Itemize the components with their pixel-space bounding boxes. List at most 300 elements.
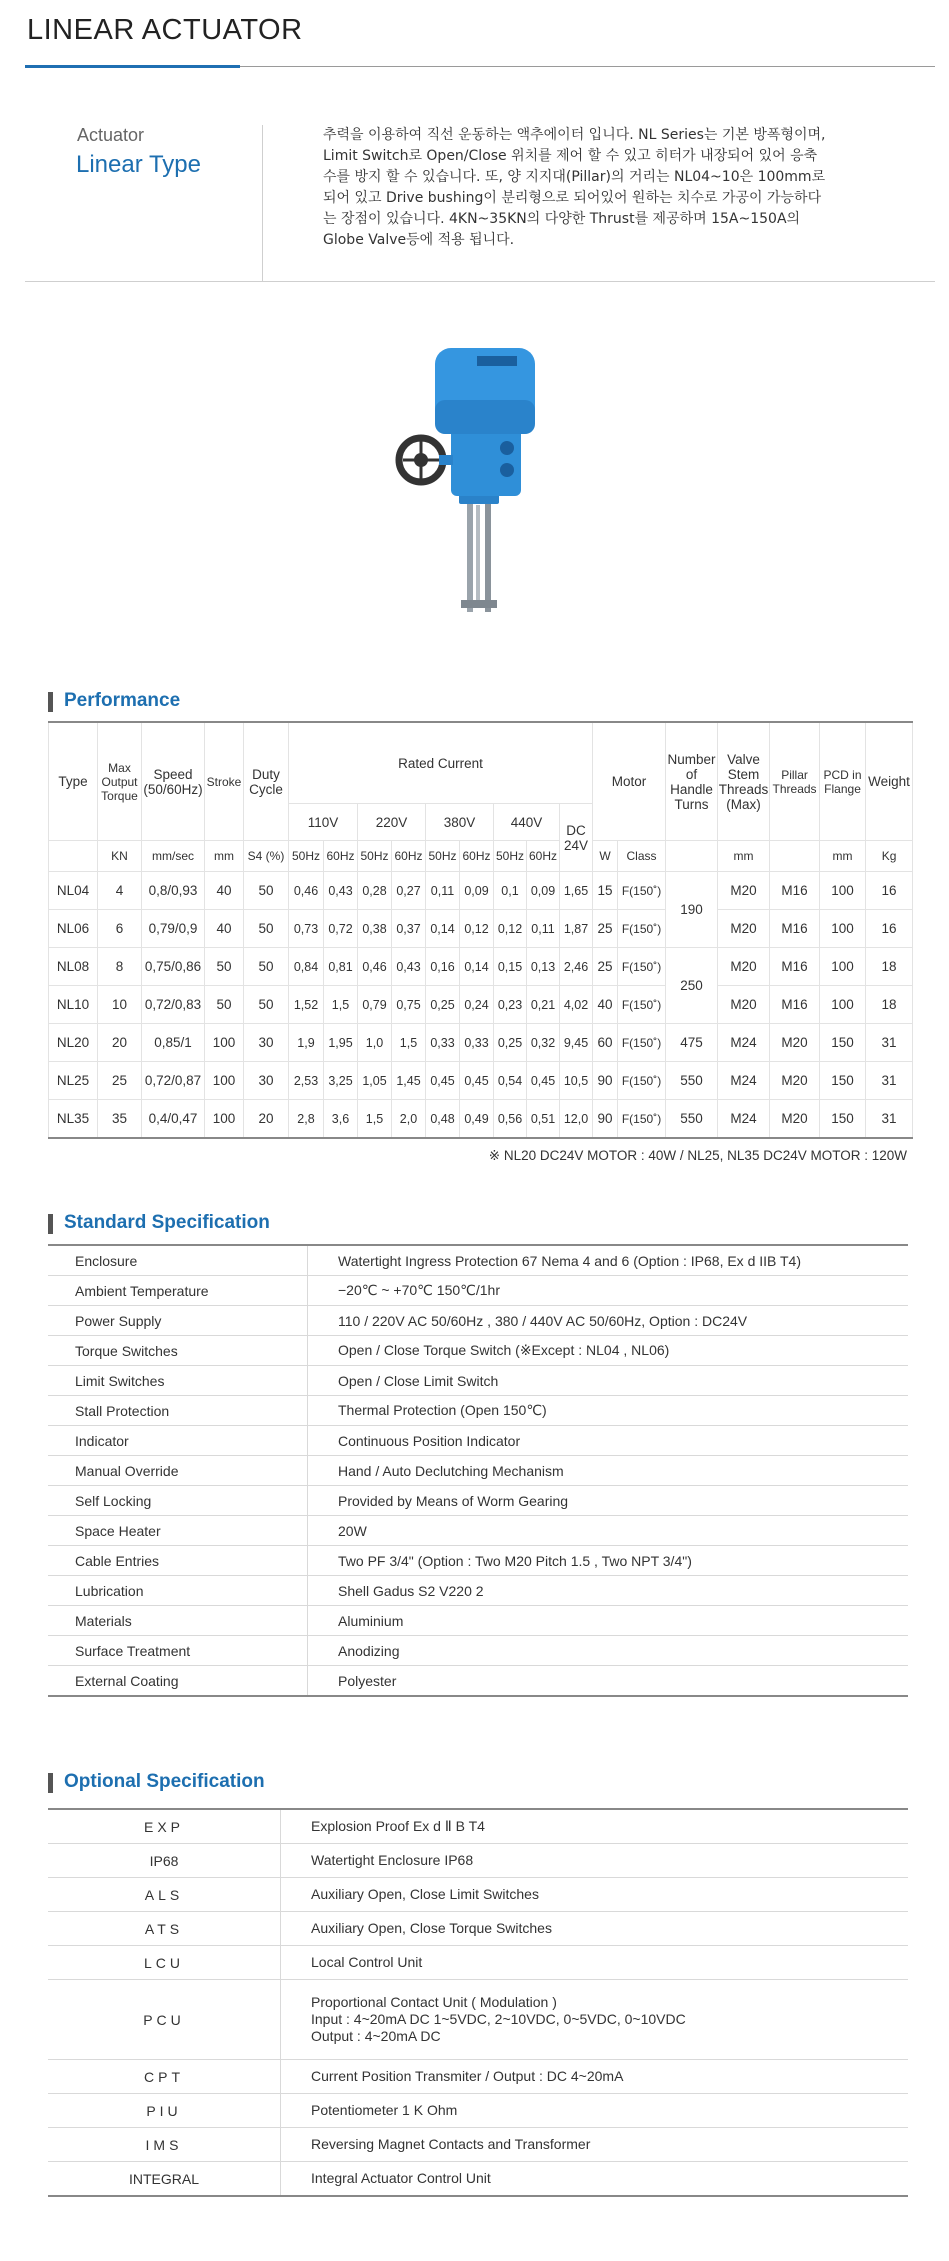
option-code: ATS [48, 1912, 281, 1946]
cell-current: 0,09 [527, 872, 560, 910]
spec-key: Torque Switches [48, 1336, 308, 1366]
cell-current: 0,14 [426, 910, 460, 948]
cell-motor-w: 60 [593, 1024, 618, 1062]
table-row [48, 1878, 908, 1912]
standard-spec-table [48, 1244, 908, 1697]
cell-current: 0,33 [460, 1024, 494, 1062]
table-row [48, 1636, 908, 1666]
cell-current: 0,32 [527, 1024, 560, 1062]
cell-threads: M24 [718, 1062, 770, 1100]
header-rated-current: Rated Current [289, 722, 593, 804]
intro-divider [262, 125, 263, 281]
cell-type: NL06 [49, 910, 98, 948]
handwheel-shaft [439, 455, 453, 465]
cell-threads: M20 [718, 910, 770, 948]
spec-value: Shell Gadus S2 V220 2 [308, 1576, 909, 1606]
header-threads-line: Threads [718, 781, 769, 797]
cell-speed: 0,85/1 [142, 1024, 205, 1062]
cell-motor-class: F(150˚) [618, 1024, 666, 1062]
table-row [48, 2094, 908, 2128]
standard-spec-title: Standard Specification [48, 1212, 270, 1234]
option-desc [281, 1809, 909, 1844]
header-turns-line: Turns [674, 796, 709, 812]
cell-duty: 20 [244, 1100, 289, 1139]
option-desc-line: Input : 4~20mA DC 1~5VDC, 2~10VDC, 0~5VDC, 0~10VDC [311, 2011, 686, 2027]
cell-motor-class: F(150˚) [618, 948, 666, 986]
cell-current: 0,81 [324, 948, 358, 986]
unit-50hz: 50Hz [358, 841, 392, 872]
unit-50hz: 50Hz [494, 841, 527, 872]
header-pcd [820, 722, 866, 841]
cell-current: 0,13 [527, 948, 560, 986]
cell-motor-class: F(150˚) [618, 872, 666, 910]
cell-speed: 0,4/0,47 [142, 1100, 205, 1139]
unit-50hz: 50Hz [426, 841, 460, 872]
option-code: IP68 [48, 1844, 281, 1878]
cell-current: 1,52 [289, 986, 324, 1024]
cell-current: 0,1 [494, 872, 527, 910]
header-threads-line: Valve [727, 751, 760, 767]
option-code: EXP [48, 1809, 281, 1844]
table-row [48, 1980, 908, 2060]
cell-pcd: 100 [820, 910, 866, 948]
cell-current: 2,0 [392, 1100, 426, 1139]
cell-current: 2,53 [289, 1062, 324, 1100]
cell-current: 12,0 [560, 1100, 593, 1139]
cell-torque: 10 [98, 986, 142, 1024]
cell-motor-class: F(150˚) [618, 986, 666, 1024]
cell-duty: 50 [244, 872, 289, 910]
cell-current: 0,11 [426, 872, 460, 910]
cell-current: 1,87 [560, 910, 593, 948]
cell-current: 1,05 [358, 1062, 392, 1100]
intro-type: Linear Type [76, 151, 201, 178]
cell-motor-w: 90 [593, 1100, 618, 1139]
cell-torque: 35 [98, 1100, 142, 1139]
cell-current: 0,23 [494, 986, 527, 1024]
cell-current: 0,73 [289, 910, 324, 948]
cell-current: 0,25 [426, 986, 460, 1024]
cell-current: 0,12 [494, 910, 527, 948]
header-dc24v [560, 804, 593, 872]
unit-class: Class [618, 841, 666, 872]
spec-key: Cable Entries [48, 1546, 308, 1576]
title-accent-bar [25, 65, 240, 68]
cell-stroke: 40 [205, 910, 244, 948]
spec-key: External Coating [48, 1666, 308, 1697]
header-turns-line: of [685, 766, 698, 782]
option-desc-line: Auxiliary Open, Close Torque Switches [311, 1920, 552, 1936]
unit-type [49, 841, 98, 872]
table-row [48, 1546, 908, 1576]
cable-entry [500, 441, 514, 455]
spec-key: Indicator [48, 1426, 308, 1456]
cell-current: 9,45 [560, 1024, 593, 1062]
cell-current: 1,9 [289, 1024, 324, 1062]
spec-key: Surface Treatment [48, 1636, 308, 1666]
option-code: PIU [48, 2094, 281, 2128]
option-desc [281, 2060, 909, 2094]
header-380v: 380V [426, 804, 494, 841]
option-desc-line: Output : 4~20mA DC [311, 2028, 441, 2044]
unit-turns [666, 841, 718, 872]
cell-current: 2,46 [560, 948, 593, 986]
header-torque [98, 722, 142, 841]
cell-current: 0,33 [426, 1024, 460, 1062]
table-row [48, 1844, 908, 1878]
cell-pcd: 150 [820, 1024, 866, 1062]
table-row [48, 2060, 908, 2094]
cell-current: 0,28 [358, 872, 392, 910]
spec-value: Watertight Ingress Protection 67 Nema 4 and 6 (Option : IP68, Ex d IIB T4) [308, 1245, 909, 1276]
option-desc-line: Integral Actuator Control Unit [311, 2170, 491, 2186]
cell-current: 0,21 [527, 986, 560, 1024]
option-desc-line: Reversing Magnet Contacts and Transformer [311, 2136, 591, 2152]
intro-category: Actuator [77, 125, 145, 145]
table-row [48, 1426, 908, 1456]
unit-w: W [593, 841, 618, 872]
unit-pcd: mm [820, 841, 866, 872]
cell-stroke: 100 [205, 1062, 244, 1100]
cell-pillar: M16 [770, 872, 820, 910]
table-row [48, 1366, 908, 1396]
header-dc-line: 24V [563, 837, 589, 853]
spec-value: Open / Close Torque Switch (※Except : NL04 , NL06) [308, 1336, 909, 1366]
cell-turns: 475 [666, 1024, 718, 1062]
cell-current: 4,02 [560, 986, 593, 1024]
table-row [48, 1276, 908, 1306]
cell-threads: M20 [718, 986, 770, 1024]
spec-key: Ambient Temperature [48, 1276, 308, 1306]
cell-weight: 16 [866, 872, 913, 910]
cell-pillar: M16 [770, 910, 820, 948]
option-desc [281, 2162, 909, 2197]
cell-threads: M24 [718, 1024, 770, 1062]
table-row [48, 1576, 908, 1606]
spec-key: Lubrication [48, 1576, 308, 1606]
option-desc [281, 1844, 909, 1878]
table-row [49, 910, 913, 948]
spec-key: Limit Switches [48, 1366, 308, 1396]
header-threads [718, 722, 770, 841]
actuator-logo-plate [477, 356, 517, 366]
cell-torque: 20 [98, 1024, 142, 1062]
header-motor: Motor [593, 722, 666, 841]
cell-pcd: 150 [820, 1062, 866, 1100]
table-row [48, 1486, 908, 1516]
header-threads-line: (Max) [726, 796, 761, 812]
cell-threads: M20 [718, 948, 770, 986]
cell-stroke: 100 [205, 1024, 244, 1062]
cell-duty: 30 [244, 1024, 289, 1062]
table-row [49, 872, 913, 910]
spec-key: Self Locking [48, 1486, 308, 1516]
cell-current: 0,16 [426, 948, 460, 986]
option-code: LCU [48, 1946, 281, 1980]
table-row [48, 1456, 908, 1486]
optional-spec-title: Optional Specification [48, 1771, 265, 1793]
intro-description [323, 125, 883, 251]
cell-speed: 0,79/0,9 [142, 910, 205, 948]
cell-type: NL20 [49, 1024, 98, 1062]
cell-pillar: M16 [770, 948, 820, 986]
table-row [48, 1946, 908, 1980]
cell-current: 2,8 [289, 1100, 324, 1139]
performance-table [48, 721, 913, 1139]
cell-motor-w: 40 [593, 986, 618, 1024]
table-row [48, 1396, 908, 1426]
header-threads-line: Stem [727, 766, 760, 782]
cell-stroke: 100 [205, 1100, 244, 1139]
cell-speed: 0,72/0,83 [142, 986, 205, 1024]
spec-value: 110 / 220V AC 50/60Hz , 380 / 440V AC 50/60Hz, Option : DC24V [308, 1306, 909, 1336]
header-type: Type [49, 722, 98, 841]
spec-key: Space Heater [48, 1516, 308, 1546]
cell-current: 1,65 [560, 872, 593, 910]
cell-stroke: 50 [205, 948, 244, 986]
option-desc [281, 2094, 909, 2128]
intro-line: Globe Valve등에 적용 됩니다. [323, 232, 515, 248]
unit-weight: Kg [866, 841, 913, 872]
cell-stroke: 40 [205, 872, 244, 910]
option-desc-line: Potentiometer 1 K Ohm [311, 2102, 458, 2118]
cell-turns: 550 [666, 1100, 718, 1139]
cell-speed: 0,75/0,86 [142, 948, 205, 986]
table-row [48, 2162, 908, 2197]
intro-line: 되어 있고 Drive bushing이 분리형으로 되어있어 원하는 치수로 가공이 가능하다 [323, 190, 822, 206]
spec-value: Thermal Protection (Open 150℃) [308, 1396, 909, 1426]
cell-threads: M20 [718, 872, 770, 910]
option-desc-line: Watertight Enclosure IP68 [311, 1852, 474, 1868]
unit-threads: mm [718, 841, 770, 872]
cell-current: 0,49 [460, 1100, 494, 1139]
spec-value: Polyester [308, 1666, 909, 1697]
intro-line: 는 장점이 있습니다. 4KN~35KN의 다양한 Thrust를 제공하며 15A~150A의 [323, 211, 801, 227]
header-turns-line: Number [667, 751, 716, 767]
cell-pcd: 100 [820, 948, 866, 986]
cell-current: 0,84 [289, 948, 324, 986]
cell-pcd: 150 [820, 1100, 866, 1139]
table-row [48, 1606, 908, 1636]
unit-60hz: 60Hz [392, 841, 426, 872]
unit-duty: S4 (%) [244, 841, 289, 872]
table-row [49, 948, 913, 986]
cell-duty: 50 [244, 910, 289, 948]
option-code: PCU [48, 1980, 281, 2060]
cell-pillar: M20 [770, 1024, 820, 1062]
unit-50hz: 50Hz [289, 841, 324, 872]
cell-threads: M24 [718, 1100, 770, 1139]
cell-weight: 16 [866, 910, 913, 948]
cell-motor-w: 15 [593, 872, 618, 910]
unit-60hz: 60Hz [527, 841, 560, 872]
option-code: CPT [48, 2060, 281, 2094]
cell-motor-class: F(150˚) [618, 910, 666, 948]
header-pillar [770, 722, 820, 841]
cell-duty: 30 [244, 1062, 289, 1100]
performance-note: ※ NL20 DC24V MOTOR : 40W / NL25, NL35 DC24V MOTOR : 120W [488, 1148, 907, 1163]
cell-torque: 8 [98, 948, 142, 986]
performance-title: Performance [48, 690, 180, 712]
cell-current: 0,11 [527, 910, 560, 948]
cell-type: NL04 [49, 872, 98, 910]
table-row [48, 1912, 908, 1946]
unit-60hz: 60Hz [324, 841, 358, 872]
cable-entry [500, 463, 514, 477]
cell-current: 0,09 [460, 872, 494, 910]
cell-pillar: M16 [770, 986, 820, 1024]
optional-spec-table [48, 1808, 908, 2197]
cell-current: 0,43 [324, 872, 358, 910]
header-duty-line: Duty [252, 766, 280, 782]
cell-pcd: 100 [820, 872, 866, 910]
cell-current: 0,75 [392, 986, 426, 1024]
cell-current: 0,56 [494, 1100, 527, 1139]
cell-current: 0,25 [494, 1024, 527, 1062]
unit-60hz: 60Hz [460, 841, 494, 872]
cell-current: 0,45 [426, 1062, 460, 1100]
spec-value: Aluminium [308, 1606, 909, 1636]
cell-current: 0,38 [358, 910, 392, 948]
header-440v: 440V [494, 804, 560, 841]
header-speed [142, 722, 205, 841]
cell-current: 1,95 [324, 1024, 358, 1062]
cell-weight: 31 [866, 1100, 913, 1139]
cell-motor-w: 25 [593, 910, 618, 948]
header-110v: 110V [289, 804, 358, 841]
cell-turns: 190 [666, 872, 718, 948]
intro-line: 수를 방지 할 수 있습니다. 또, 양 지지대(Pillar)의 거리는 NL04~10은 100mm로 [323, 169, 826, 185]
header-220v: 220V [358, 804, 426, 841]
cell-motor-class: F(150˚) [618, 1100, 666, 1139]
table-row [48, 1336, 908, 1366]
table-row [48, 1809, 908, 1844]
spec-key: Enclosure [48, 1245, 308, 1276]
page-title: LINEAR ACTUATOR [27, 14, 303, 46]
option-desc [281, 1878, 909, 1912]
cell-current: 0,24 [460, 986, 494, 1024]
spec-value: Hand / Auto Declutching Mechanism [308, 1456, 909, 1486]
actuator-stem-left [467, 500, 473, 612]
header-torque-line: Output [101, 774, 138, 789]
spec-value: Two PF 3/4" (Option : Two M20 Pitch 1.5 , Two NPT 3/4") [308, 1546, 909, 1576]
actuator-cover-shade [435, 400, 535, 434]
unit-torque: KN [98, 841, 142, 872]
option-desc-line: Local Control Unit [311, 1954, 423, 1970]
cell-torque: 25 [98, 1062, 142, 1100]
cell-current: 1,0 [358, 1024, 392, 1062]
spec-key: Manual Override [48, 1456, 308, 1486]
table-row [48, 1306, 908, 1336]
spec-key: Materials [48, 1606, 308, 1636]
cell-turns: 550 [666, 1062, 718, 1100]
cell-current: 0,43 [392, 948, 426, 986]
cell-duty: 50 [244, 986, 289, 1024]
cell-current: 1,5 [324, 986, 358, 1024]
unit-stroke: mm [205, 841, 244, 872]
header-pillar-line: Pillar [781, 767, 808, 782]
cell-pillar: M20 [770, 1100, 820, 1139]
option-desc [281, 1980, 909, 2060]
table-row [49, 1062, 913, 1100]
cell-weight: 31 [866, 1024, 913, 1062]
cell-current: 3,6 [324, 1100, 358, 1139]
intro-line: 추력을 이용하여 직선 운동하는 액추에이터 입니다. NL Series는 기본 방폭형이며, [323, 127, 826, 143]
spec-value: 20W [308, 1516, 909, 1546]
actuator-stem-right [485, 500, 491, 612]
cell-weight: 18 [866, 986, 913, 1024]
cell-current: 0,14 [460, 948, 494, 986]
cell-current: 0,54 [494, 1062, 527, 1100]
cell-current: 1,5 [358, 1100, 392, 1139]
cell-type: NL08 [49, 948, 98, 986]
header-duty-line: Cycle [249, 781, 283, 797]
cell-type: NL10 [49, 986, 98, 1024]
cell-torque: 4 [98, 872, 142, 910]
option-desc [281, 1912, 909, 1946]
cell-current: 10,5 [560, 1062, 593, 1100]
spec-value: Anodizing [308, 1636, 909, 1666]
header-weight: Weight [866, 722, 913, 841]
header-pcd-line: PCD in [823, 767, 862, 782]
linear-actuator-image [395, 330, 555, 630]
header-dc-line: DC [566, 822, 586, 838]
header-stroke: Stroke [205, 722, 244, 841]
spec-value: Open / Close Limit Switch [308, 1366, 909, 1396]
option-desc [281, 2128, 909, 2162]
header-speed-line: Speed [153, 766, 193, 782]
spec-key: Power Supply [48, 1306, 308, 1336]
option-desc-line: Current Position Transmiter / Output : DC 4~20mA [311, 2068, 624, 2084]
intro-bottom-divider [25, 281, 935, 282]
cell-current: 3,25 [324, 1062, 358, 1100]
cell-weight: 31 [866, 1062, 913, 1100]
cell-current: 0,51 [527, 1100, 560, 1139]
table-row [48, 1516, 908, 1546]
cell-current: 1,5 [392, 1024, 426, 1062]
spec-value: −20℃ ~ +70℃ 150℃/1hr [308, 1276, 909, 1306]
unit-pillar [770, 841, 820, 872]
cell-current: 0,15 [494, 948, 527, 986]
actuator-bottom-flange [461, 600, 497, 608]
table-row [49, 1100, 913, 1139]
cell-current: 0,48 [426, 1100, 460, 1139]
header-duty [244, 722, 289, 841]
header-pcd-line: Flange [824, 781, 861, 796]
header-turns-line: Handle [670, 781, 713, 797]
cell-type: NL35 [49, 1100, 98, 1139]
cell-current: 0,72 [324, 910, 358, 948]
cell-pillar: M20 [770, 1062, 820, 1100]
unit-speed: mm/sec [142, 841, 205, 872]
header-turns [666, 722, 718, 841]
cell-motor-class: F(150˚) [618, 1062, 666, 1100]
option-desc-line: Explosion Proof Ex d Ⅱ B T4 [311, 1818, 485, 1834]
cell-duty: 50 [244, 948, 289, 986]
cell-current: 1,45 [392, 1062, 426, 1100]
cell-current: 0,37 [392, 910, 426, 948]
cell-weight: 18 [866, 948, 913, 986]
cell-turns: 250 [666, 948, 718, 1024]
table-row [49, 986, 913, 1024]
table-row [48, 1666, 908, 1697]
actuator-gear-housing [451, 426, 521, 496]
cell-speed: 0,72/0,87 [142, 1062, 205, 1100]
cell-current: 0,27 [392, 872, 426, 910]
header-pillar-line: Threads [772, 781, 817, 796]
cell-current: 0,46 [289, 872, 324, 910]
option-desc [281, 1946, 909, 1980]
